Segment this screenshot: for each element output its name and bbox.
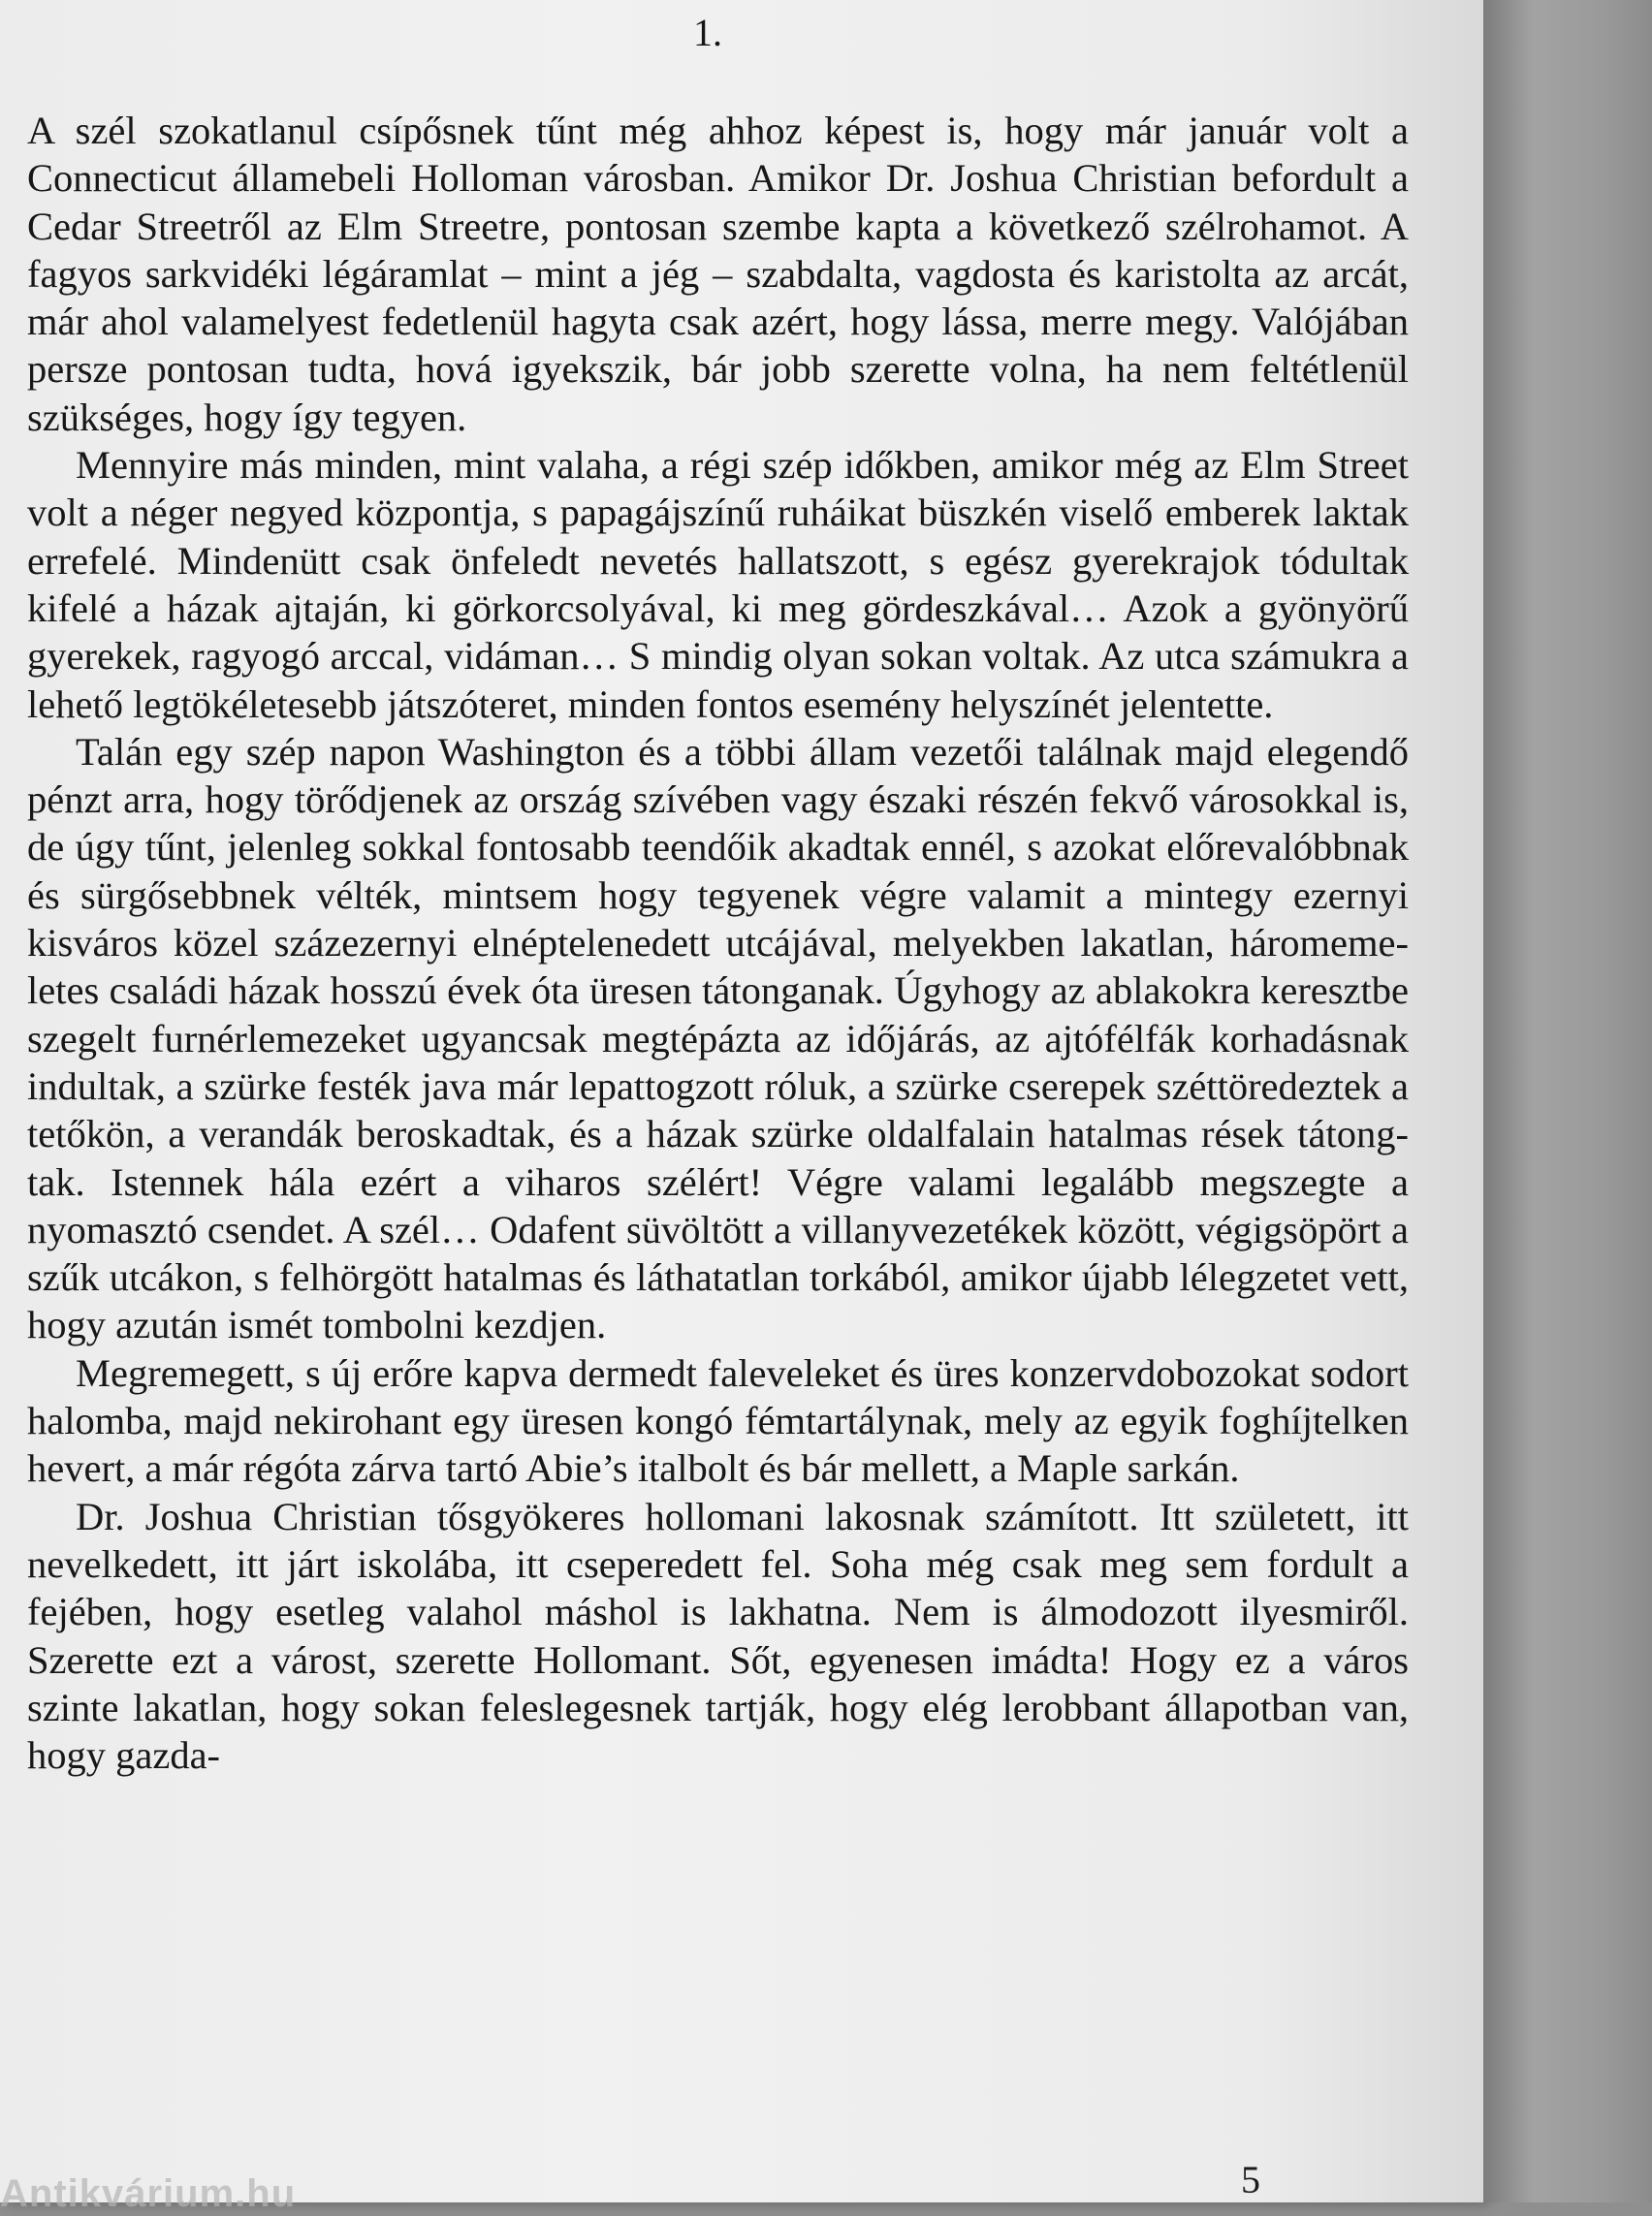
page-number: 5 (1241, 2158, 1260, 2201)
paragraph-4: Megremegett, s új erőre kapva dermedt faleveleket és üres konzervdobozokat sodort halomba, majd nekirohant egy üresen kongó fémtartálynak, mely az egyik foghíjtelken hevert, a már régóta zárva tartó Abie’s italbolt és bár mellett, a Maple sarkán. (27, 1350, 1409, 1491)
paragraph-3: Talán egy szép napon Washington és a többi állam vezetői találnak majd elegendő pénzt arra, hogy törődjenek az ország szívében vagy északi részén fekvő városokkal is, de úgy tűnt, jelenleg sokkal fontosabb teendőik akadtak ennél, s azokat előrevalóbbnak és sürgősebbnek vélték, mintsem hogy tegyenek végre valamit a mintegy ezernyi kisváros közel százezernyi elnéptelenedett utcájával, melyekben lakatlan, háromemeletes családi házak hosszú évek óta üresen tátonganak. Úgyhogy az ablakokra keresztbe szegelt furnérlemezeket ugyancsak megtépázta az időjárás, az ajtófélfák korhadásnak indultak, a szürke festék java már lepattogzott róluk, a szürke cserepek széttöredeztek a tetőkön, a verandák beroskadtak, és a házak szürke oldalfalain hatalmas rések tátongtak. Istennek hála ezért a viharos szélért! Végre valami legalább megszegte a nyomasztó csendet. A szél… Odafent süvöltött a villanyvezetékek között, végigsöpört a szűk utcákon, s felhörgött hatalmas és láthatatlan torkából, amikor újabb lélegzetet vett, hogy azután ismét tombolni kezdjen. (27, 729, 1409, 1347)
chapter-number: 1. (693, 11, 722, 54)
watermark: Antikvárium.hu (0, 2172, 297, 2215)
adjacent-page-shadow (1483, 0, 1652, 2202)
body-text (27, 107, 1409, 1779)
paragraph-1: A szél szokatlanul csípősnek tűnt még ahhoz képest is, hogy már január volt a Connecticut államebeli Holloman városban. Amikor Dr. Joshua Christian befordult a Cedar Streetről az Elm Streetre, pontosan szembe kapta a következő szélrohamot. A fagyos sarkvidéki légáramlat – mint a jég – szabdalta, vagdosta és karistolta az arcát, már ahol valamelyest fedetlenül hagyta csak azért, hogy lássa, merre megy. Valójában persze pontosan tudta, hová igyekszik, bár jobb szerette volna, ha nem feltétlenül szükséges, hogy így tegyen. (27, 109, 1409, 439)
paragraph-5: Dr. Joshua Christian tősgyökeres hollomani lakosnak számított. Itt született, itt nevelkedett, itt járt iskolába, itt cseperedett fel. Soha még csak meg sem fordult a fejében, hogy esetleg valahol máshol is lakhatna. Nem is álmodozott ilyesmiről. Szerette ezt a várost, szerette Hollomant. Sőt, egyenesen imádta! Hogy ez a város szinte lakatlan, hogy sokan feleslegesnek tartják, hogy elég lerobbant állapotban van, hogy gazda- (27, 1494, 1409, 1778)
paragraph-2: Mennyire más minden, mint valaha, a régi szép időkben, amikor még az Elm Street volt a néger negyed központja, s papagájszínű ruháikat büszkén viselő emberek laktak errefelé. Mindenütt csak önfeledt nevetés hallatszott, s egész gyerekrajok tódultak kifelé a házak ajtaján, ki görkorcsolyával, ki meg gördeszkával… Azok a gyönyörű gyerekek, ragyogó arccal, vidáman… S mindig olyan sokan voltak. Az utca számukra a lehető legtökéletesebb játszóteret, minden fontos esemény helyszínét jelentette. (27, 443, 1409, 726)
